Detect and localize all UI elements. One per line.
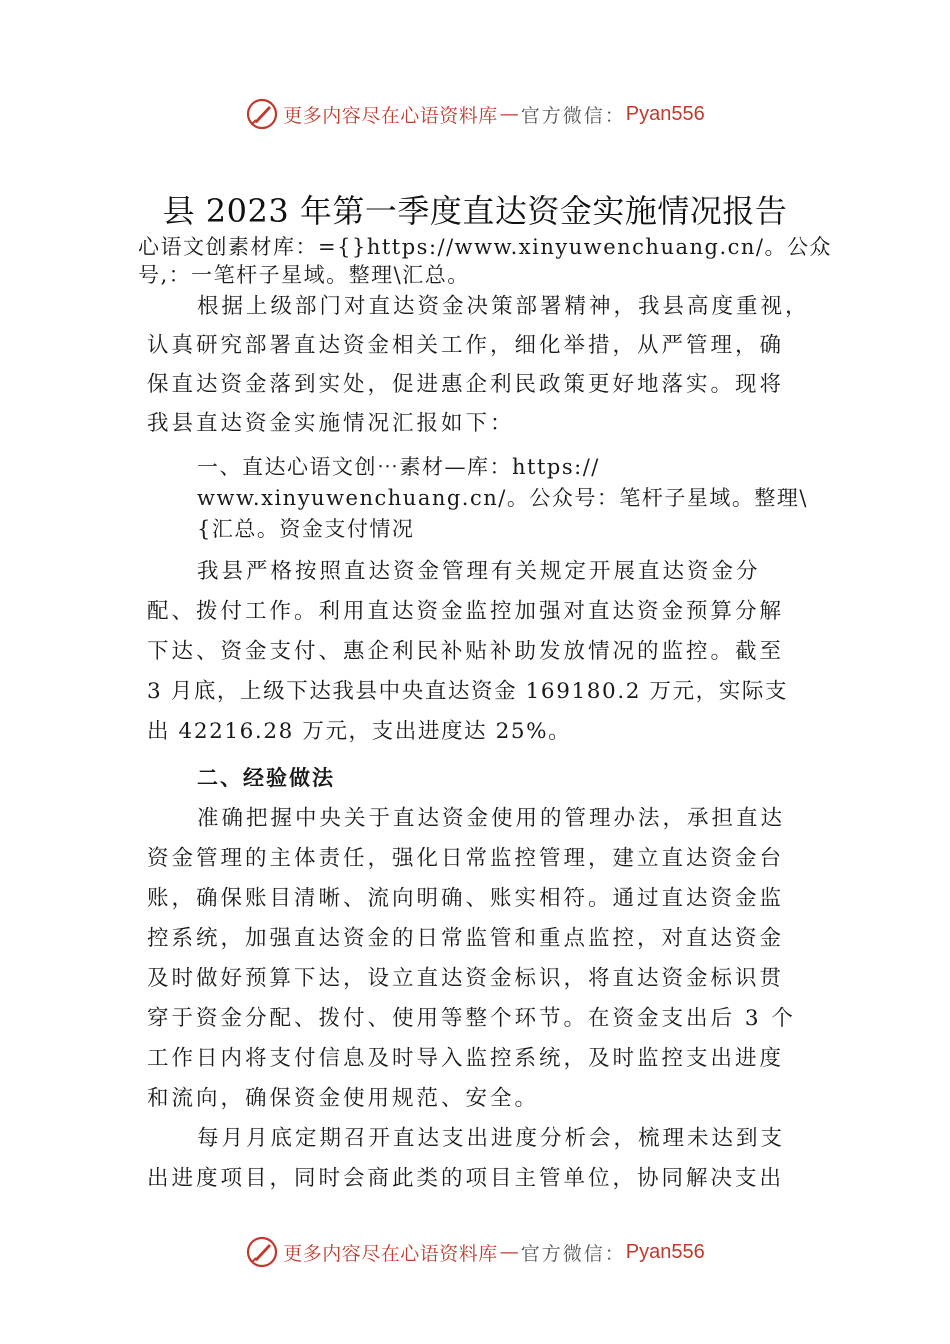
banner-wechat-id: Pyan556 [625,1240,705,1263]
paragraph-line: 出 42216.28 万元，支出进度达 25%。 [147,719,572,744]
paragraph-line: 工作日内将支付信息及时导入监控系统，及时监控支出进度 [147,1046,785,1071]
section-heading-experience: 二、经验做法 [197,766,335,790]
banner-wechat-id: Pyan556 [625,102,705,125]
paragraph-line: 控系统，加强直达资金的日常监管和重点监控，对直达资金 [147,926,785,951]
paragraph-line: 配、拨付工作。利用直达资金监控加强对直达资金预算分解 [147,599,785,624]
paragraph-line: 穿于资金分配、拨付、使用等整个环节。在资金支出后 3 个 [147,1006,796,1031]
paragraph-line: 准确把握中央关于直达资金使用的管理办法，承担直达 [197,806,786,831]
quill-logo-icon [245,1235,279,1269]
paragraph-line: 及时做好预算下达，设立直达资金标识，将直达资金标识贯 [147,966,785,991]
banner-wechat-label: 官方微信： [520,104,626,127]
footer-banner [0,1232,950,1272]
banner-main-text: 更多内容尽在心语资料库 [283,104,498,127]
header-banner [0,94,950,134]
paragraph-line: 每月月底定期召开直达支出进度分析会，梳理未达到支 [197,1126,786,1151]
section-heading-line: 一、直达心语文创⋯素材—库：https:// [197,455,600,479]
paragraph-line: 我县严格按照直达资金管理有关规定开展直达资金分 [197,559,761,584]
banner-dash: — [499,103,519,125]
paragraph-line: 3 月底，上级下达我县中央直达资金 169180.2 万元，实际支 [147,679,789,704]
banner-main-text: 更多内容尽在心语资料库 [283,1242,498,1265]
paragraph-line: 出进度项目，同时会商此类的项目主管单位，协同解决支出 [147,1166,785,1191]
paragraph-line: 和流向，确保资金使用规范、安全。 [147,1086,540,1111]
paragraph-line: 认真研究部署直达资金相关工作，细化举措，从严管理，确 [147,333,785,358]
paragraph-line: 下达、资金支付、惠企利民补贴补助发放情况的监控。截至 [147,639,785,664]
section-heading-line: {汇总。资金支付情况 [197,517,415,541]
paragraph-line: 资金管理的主体责任，强化日常监控管理，建立直达资金台 [147,846,785,871]
quill-logo-icon [245,97,279,131]
paragraph-line: 我县直达资金实施情况汇报如下： [147,411,515,436]
section-heading-line: www.xinyuwenchuang.cn/。公众号：笔杆子星域。整理\ [197,486,808,510]
source-line: 号,：一笔杆子星域。整理\汇总。 [138,263,470,287]
paragraph-line: 账，确保账目清晰、流向明确、账实相符。通过直达资金监 [147,886,785,911]
paragraph-line: 保直达资金落到实处，促进惠企利民政策更好地落实。现将 [147,372,785,397]
banner-dash: — [499,1241,519,1263]
paragraph-line: 根据上级部门对直达资金决策部署精神，我县高度重视， [197,294,810,319]
banner-wechat-label: 官方微信： [520,1242,626,1265]
document-title: 县 2023 年第一季度直达资金实施情况报告 [162,192,788,230]
source-line: 心语文创素材库：={}https://www.xinyuwenchuang.cn/。公众 [138,235,833,259]
